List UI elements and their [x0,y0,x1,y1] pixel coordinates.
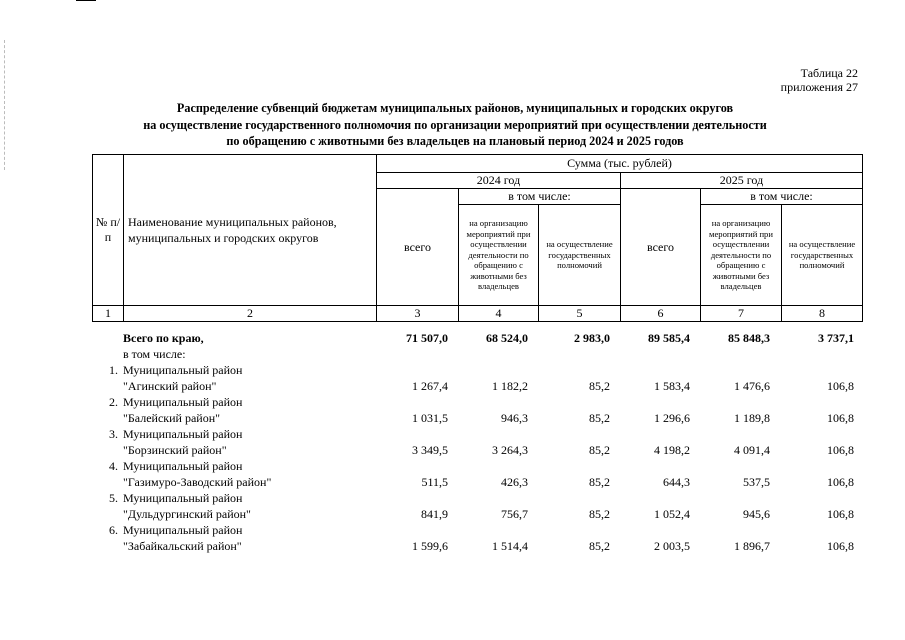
col-number: 7 [701,306,782,322]
appendix-reference [781,66,858,94]
row-name: "Балейский район" [123,411,221,425]
total-row [92,330,862,346]
cell-value: 945,6 [743,507,770,521]
header-gov-2025: на осуществление государственных полномочий [782,205,863,306]
title-line-2: на осуществление государственного полномочия по организации мероприятий при осуществлении деятельности [143,117,767,132]
table-row [92,458,862,474]
cell-value: 1 031,5 [412,411,448,425]
table-row [92,522,862,538]
row-number: 5. [109,491,118,505]
cell-value: 1 189,8 [734,411,770,425]
table-row [92,538,862,554]
cell-value: 1 052,4 [654,507,690,521]
header-sum: Сумма (тыс. рублей) [377,155,863,173]
col-number: 8 [782,306,863,322]
table-body [92,330,862,554]
cell-value: 426,3 [501,475,528,489]
cell-value: 1 514,4 [492,539,528,553]
row-number: 4. [109,459,118,473]
table-row [92,410,862,426]
including-label: в том числе: [123,347,186,361]
cell-value: 106,8 [827,539,854,553]
row-group [92,522,862,554]
row-name: Муниципальный район [123,491,243,505]
total-value: 2 983,0 [574,331,610,345]
top-rule [76,0,96,1]
row-name: Муниципальный район [123,459,243,473]
total-value: 68 524,0 [486,331,528,345]
table-row [92,474,862,490]
including-row [92,346,862,362]
row-name: Муниципальный район [123,523,243,537]
cell-value: 106,8 [827,507,854,521]
cell-value: 4 091,4 [734,443,770,457]
cell-value: 1 896,7 [734,539,770,553]
row-number: 2. [109,395,118,409]
table-label: Таблица 22 [800,66,858,80]
table-row [92,362,862,378]
cell-value: 85,2 [589,539,610,553]
table-row [92,506,862,522]
total-value: 85 848,3 [728,331,770,345]
header-org-2025: на организацию мероприятий при осуществлении деятельности по обращению с животными без владельцев [701,205,782,306]
table-row [92,490,862,506]
cell-value: 841,9 [421,507,448,521]
row-name: Муниципальный район [123,427,243,441]
row-number: 6. [109,523,118,537]
cell-value: 946,3 [501,411,528,425]
row-name: Муниципальный район [123,363,243,377]
header-table [92,154,863,322]
col-number: 6 [621,306,701,322]
row-name: "Забайкальский район" [123,539,242,553]
col-number: 3 [377,306,459,322]
header-org-2024: на организацию мероприятий при осуществлении деятельности по обращению с животными без владельцев [459,205,539,306]
row-number: 3. [109,427,118,441]
cell-value: 85,2 [589,379,610,393]
header-including-2025: в том числе: [701,189,863,205]
header-including-2024: в том числе: [459,189,621,205]
table-row [92,394,862,410]
header-year-2024: 2024 год [377,173,621,189]
row-name: "Борзинский район" [123,443,227,457]
cell-value: 4 198,2 [654,443,690,457]
cell-value: 85,2 [589,475,610,489]
total-value: 71 507,0 [406,331,448,345]
row-name: "Дульдургинский район" [123,507,251,521]
cell-value: 85,2 [589,411,610,425]
row-group [92,458,862,490]
table-row [92,442,862,458]
cell-value: 2 003,5 [654,539,690,553]
col-number: 4 [459,306,539,322]
row-group [92,426,862,458]
cell-value: 1 583,4 [654,379,690,393]
col-number: 2 [124,306,377,322]
cell-value: 537,5 [743,475,770,489]
cell-value: 106,8 [827,379,854,393]
cell-value: 85,2 [589,507,610,521]
title-line-3: по обращению с животными без владельцев на плановый период 2024 и 2025 годов [226,134,684,148]
title-line-1: Распределение субвенций бюджетам муниципальных районов, муниципальных и городских округов [176,101,734,115]
col-number: 5 [539,306,621,322]
row-name: "Агинский район" [123,379,217,393]
header-total-2025: всего [621,189,701,306]
header-total-2024: всего [377,189,459,306]
total-value: 3 737,1 [818,331,854,345]
total-label: Всего по краю, [123,331,204,345]
cell-value: 1 267,4 [412,379,448,393]
cell-value: 1 476,6 [734,379,770,393]
table-row [92,378,862,394]
header-name: Наименование муниципальных районов, муниципальных и городских округов [124,155,377,306]
row-group [92,490,862,522]
cell-value: 3 264,3 [492,443,528,457]
row-name: "Газимуро-Заводский район" [123,475,272,489]
cell-value: 3 349,5 [412,443,448,457]
appendix-label: приложения 27 [780,80,858,94]
header-year-2025: 2025 год [621,173,863,189]
row-name: Муниципальный район [123,395,243,409]
header-num: № п/п [93,155,124,306]
col-number: 1 [93,306,124,322]
table-row [92,426,862,442]
cell-value: 756,7 [501,507,528,521]
cell-value: 1 599,6 [412,539,448,553]
row-number: 1. [109,363,118,377]
cell-value: 511,5 [421,475,448,489]
cell-value: 644,3 [663,475,690,489]
cell-value: 106,8 [827,475,854,489]
header-gov-2024: на осуществление государственных полномочий [539,205,621,306]
row-group [92,394,862,426]
cell-value: 85,2 [589,443,610,457]
total-value: 89 585,4 [648,331,690,345]
cell-value: 1 296,6 [654,411,690,425]
cell-value: 106,8 [827,443,854,457]
margin-marks [4,40,7,170]
row-group [92,362,862,394]
document-title [95,100,815,150]
cell-value: 106,8 [827,411,854,425]
cell-value: 1 182,2 [492,379,528,393]
